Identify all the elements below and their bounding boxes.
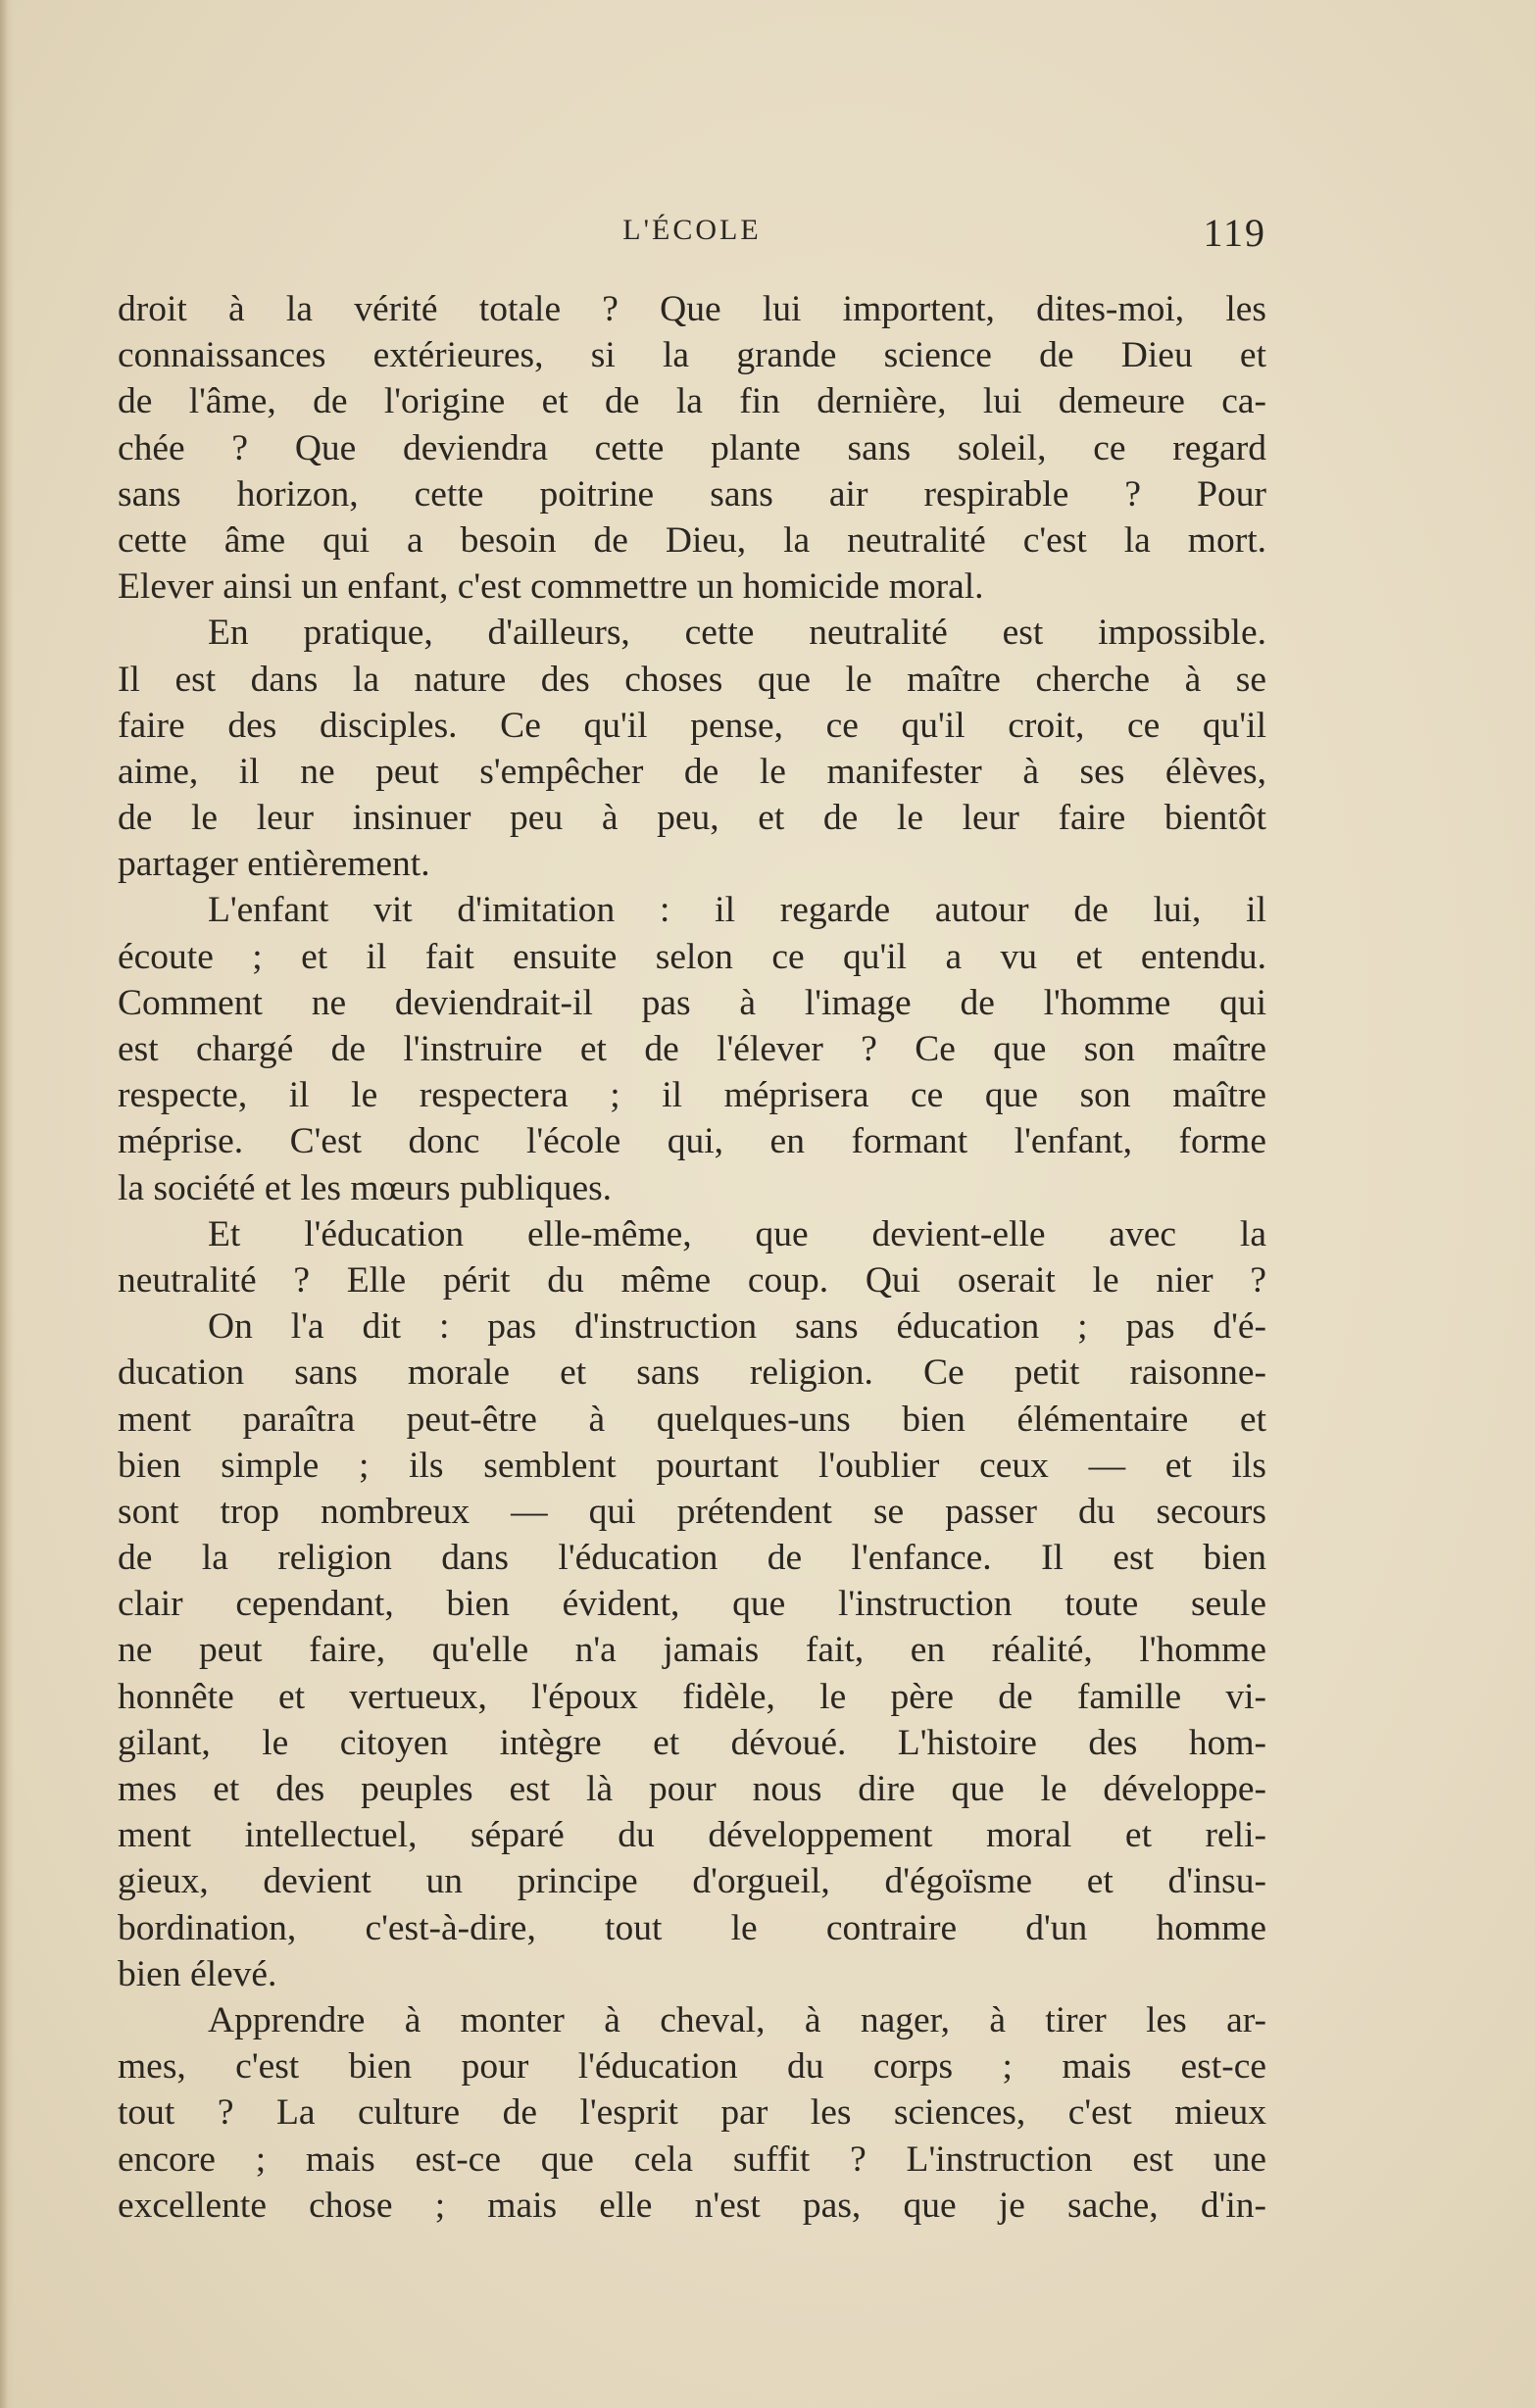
paragraph-first-line: L'enfant vit d'imitation : il regarde autour de lui, il	[208, 890, 1266, 931]
text-line: ne peut faire, qu'elle n'a jamais fait, en réalité, l'homme	[118, 1630, 1266, 1671]
text-line: sont trop nombreux — qui prétendent se passer du secours	[118, 1491, 1266, 1532]
paragraph-first-line: Apprendre à monter à cheval, à nager, à tirer les ar-	[208, 1999, 1266, 2040]
body-text	[118, 286, 1266, 2229]
text-line: ment intellectuel, séparé du développement moral et reli-	[118, 1815, 1266, 1856]
text-line: chée ? Que deviendra cette plante sans soleil, ce regard	[118, 427, 1266, 468]
text-line: excellente chose ; mais elle n'est pas, que je sache, d'in-	[118, 2185, 1266, 2226]
text-line: mes, c'est bien pour l'éducation du corps ; mais est-ce	[118, 2046, 1266, 2088]
text-line: aime, il ne peut s'empêcher de le manifester à ses élèves,	[118, 751, 1266, 792]
paragraph-first-line: On l'a dit : pas d'instruction sans éducation ; pas d'é-	[208, 1306, 1266, 1348]
text-line: sans horizon, cette poitrine sans air respirable ? Pour	[118, 473, 1266, 515]
running-head: L'ÉCOLE	[622, 214, 762, 246]
text-line: honnête et vertueux, l'époux fidèle, le père de famille vi-	[118, 1676, 1266, 1717]
text-line: respecte, il le respectera ; il méprisera ce que son maître	[118, 1075, 1266, 1116]
text-line: méprise. C'est donc l'école qui, en formant l'enfant, forme	[118, 1121, 1266, 1162]
text-line: de le leur insinuer peu à peu, et de le leur faire bientôt	[118, 798, 1266, 839]
paragraph-first-line: Et l'éducation elle-même, que devient-elle avec la	[208, 1213, 1266, 1254]
text-line: clair cependant, bien évident, que l'instruction toute seule	[118, 1584, 1266, 1625]
text-line: bien simple ; ils semblent pourtant l'oublier ceux — et ils	[118, 1445, 1266, 1486]
text-line: gilant, le citoyen intègre et dévoué. L'histoire des hom-	[118, 1722, 1266, 1763]
text-line: est chargé de l'instruire et de l'élever ? Ce que son maître	[118, 1029, 1266, 1069]
text-line: bordination, c'est-à-dire, tout le contraire d'un homme	[118, 1907, 1266, 1948]
text-line: faire des disciples. Ce qu'il pense, ce qu'il croit, ce qu'il	[118, 705, 1266, 746]
page-number: 119	[1203, 211, 1266, 255]
text-line: connaissances extérieures, si la grande science de Dieu et	[118, 335, 1266, 376]
text-line: mes et des peuples est là pour nous dire que le développe-	[118, 1769, 1266, 1809]
text-line: bien élevé.	[118, 1953, 277, 1994]
text-line: écoute ; et il fait ensuite selon ce qu'il a vu et entendu.	[118, 936, 1266, 977]
text-line: de l'âme, de l'origine et de la fin dernière, lui demeure ca-	[118, 381, 1266, 422]
text-line: neutralité ? Elle périt du même coup. Qui oserait le nier ?	[118, 1259, 1266, 1301]
text-line: tout ? La culture de l'esprit par les sciences, c'est mieux	[118, 2092, 1266, 2134]
text-line: cette âme qui a besoin de Dieu, la neutralité c'est la mort.	[118, 519, 1266, 561]
text-line: Il est dans la nature des choses que le maître cherche à se	[118, 659, 1266, 700]
text-line: encore ; mais est-ce que cela suffit ? L'instruction est une	[118, 2138, 1266, 2180]
page-binding-edge	[0, 0, 14, 2408]
text-line: gieux, devient un principe d'orgueil, d'égoïsme et d'insu-	[118, 1861, 1266, 1902]
text-line: ment paraîtra peut-être à quelques-uns bien élémentaire et	[118, 1399, 1266, 1440]
text-line: de la religion dans l'éducation de l'enfance. Il est bien	[118, 1538, 1266, 1579]
text-line: Elever ainsi un enfant, c'est commettre un homicide moral.	[118, 566, 984, 608]
text-line: ducation sans morale et sans religion. Ce petit raisonne-	[118, 1352, 1266, 1394]
text-line: partager entièrement.	[118, 844, 430, 885]
paragraph-first-line: En pratique, d'ailleurs, cette neutralité est impossible.	[208, 613, 1266, 654]
text-line: Comment ne deviendrait-il pas à l'image de l'homme qui	[118, 982, 1266, 1023]
page-header	[118, 211, 1266, 263]
text-line: la société et les mœurs publiques.	[118, 1167, 613, 1208]
text-line: droit à la vérité totale ? Que lui importent, dites-moi, les	[118, 289, 1266, 329]
